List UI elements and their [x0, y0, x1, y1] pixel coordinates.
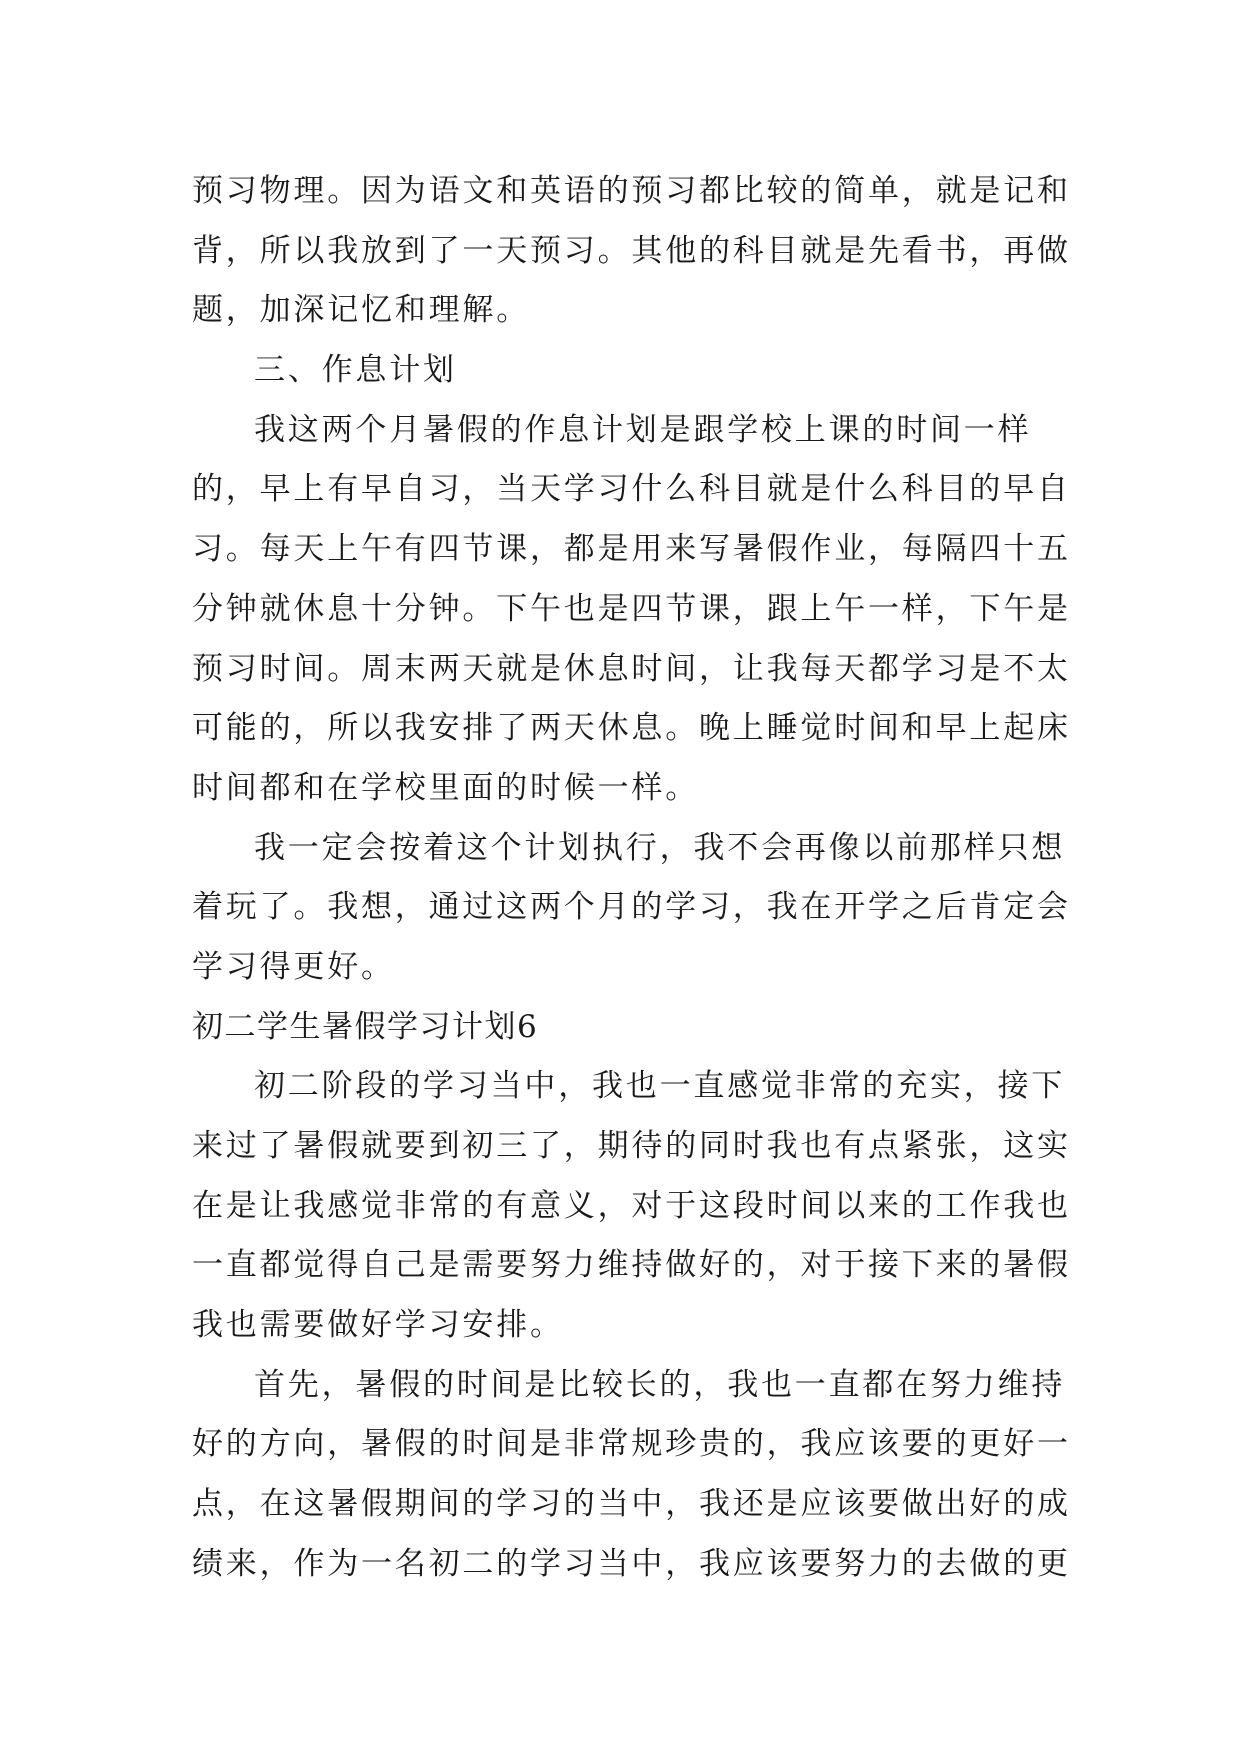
text-line: 我一定会按着这个计划执行，我不会再像以前那样只想: [254, 829, 1066, 866]
text-line: 时间都和在学校里面的时候一样。: [192, 769, 699, 806]
text-line: 的，早上有早自习，当天学习什么科目就是什么科目的早自: [192, 471, 1071, 508]
text-line: 学习得更好。: [192, 948, 395, 985]
text-line: 一直都觉得自己是需要努力维持做好的，对于接下来的暑假: [192, 1247, 1071, 1284]
document-body: [192, 162, 1071, 1595]
section-heading: 三、作息计划: [254, 352, 457, 389]
text-line: 我也需要做好学习安排。: [192, 1307, 564, 1344]
text-line: 背，所以我放到了一天预习。其他的科目就是先看书，再做: [192, 232, 1071, 269]
text-line: 可能的，所以我安排了两天休息。晚上睡觉时间和早上起床: [192, 710, 1071, 747]
text-line: 来过了暑假就要到初三了，期待的同时我也有点紧张，这实: [192, 1128, 1071, 1164]
text-line: 着玩了。我想，通过这两个月的学习，我在开学之后肯定会: [192, 889, 1071, 926]
text-line: 绩来，作为一名初二的学习当中，我应该要努力的去做的更: [192, 1545, 1071, 1582]
text-line: 预习时间。周末两天就是休息时间，让我每天都学习是不太: [192, 650, 1071, 687]
text-line: 点，在这暑假期间的学习的当中，我还是应该要做出好的成: [192, 1486, 1071, 1523]
text-line: 初二阶段的学习当中，我也一直感觉非常的充实，接下: [254, 1068, 1066, 1105]
text-line: 我这两个月暑假的作息计划是跟学校上课的时间一样: [254, 411, 1032, 448]
text-line: 习。每天上午有四节课，都是用来写暑假作业，每隔四十五: [192, 531, 1071, 568]
text-line: 分钟就休息十分钟。下午也是四节课，跟上午一样，下午是: [192, 590, 1071, 627]
text-line: 题，加深记忆和理解。: [192, 292, 530, 329]
article-title: 初二学生暑假学习计划6: [192, 1008, 539, 1045]
text-line: 好的方向，暑假的时间是非常规珍贵的，我应该要的更好一: [192, 1426, 1071, 1463]
text-line: 在是让我感觉非常的有意义，对于这段时间以来的工作我也: [192, 1187, 1071, 1224]
text-line: 首先，暑假的时间是比较长的，我也一直都在努力维持: [254, 1366, 1066, 1403]
text-line: 预习物理。因为语文和英语的预习都比较的简单，就是记和: [192, 173, 1071, 209]
